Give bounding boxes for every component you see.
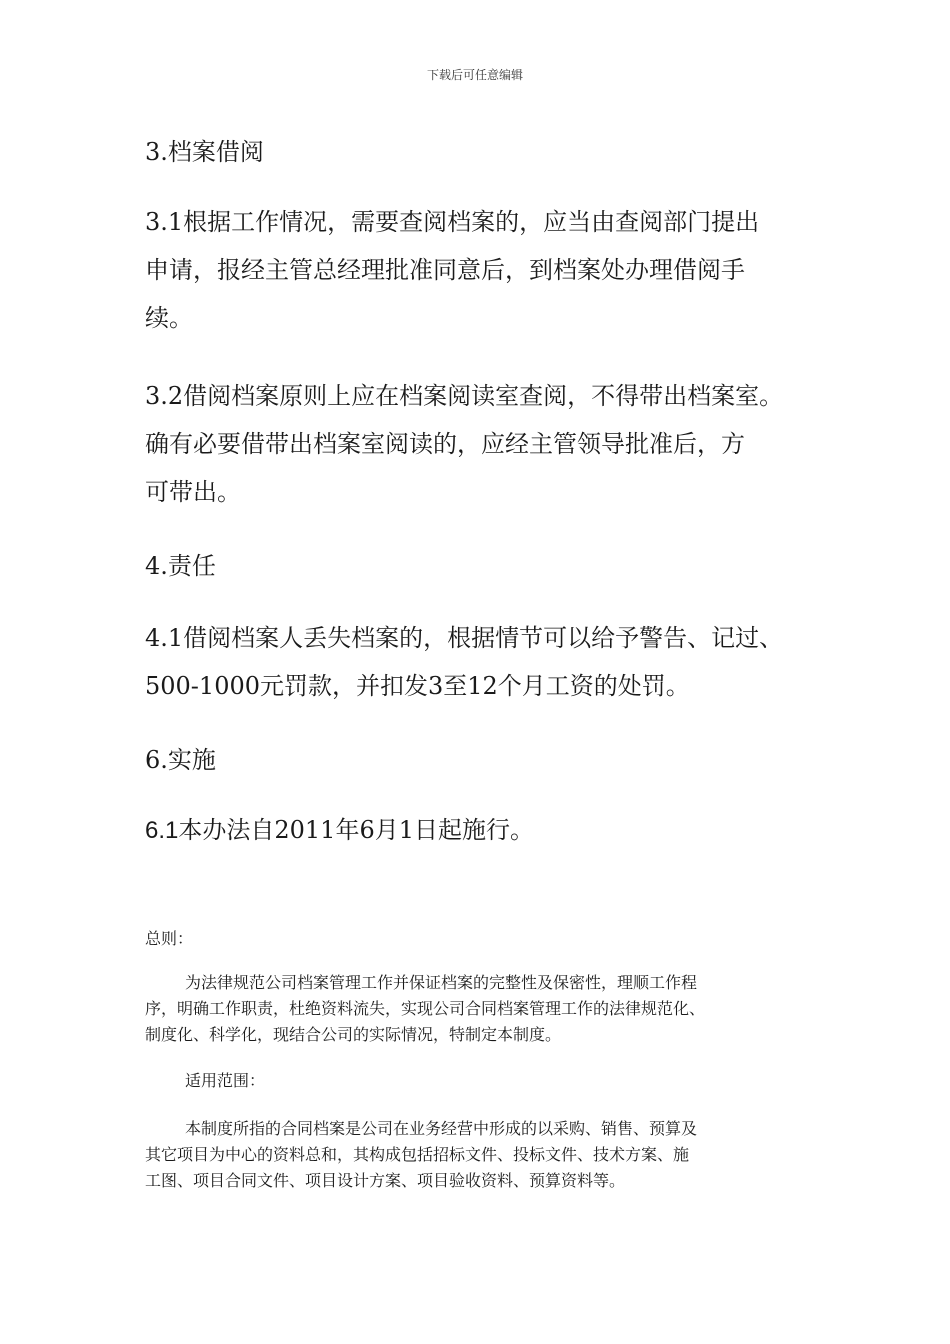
text-line: 确有必要借带出档案室阅读的，应经主管领导批准后，方: [145, 430, 745, 458]
general-paragraph: [145, 970, 815, 1048]
section-6-title: 6.实施: [145, 746, 216, 774]
scope-title-text: 适用范围：: [185, 1071, 266, 1090]
text-line: 制度化、科学化，现结合公司的实际情况，特制定本制度。: [145, 1025, 562, 1044]
section-6-1-number: 6.1: [145, 817, 179, 844]
text-line: 可带出。: [145, 478, 241, 506]
section-3-2-paragraph: [145, 372, 835, 516]
scope-title: [145, 1068, 815, 1094]
text-line: 序，明确工作职责，杜绝资料流失，实现公司合同档案管理工作的法律规范化、: [145, 999, 706, 1018]
general-title: 总则：: [145, 929, 194, 948]
section-4-1-paragraph: [145, 614, 835, 710]
section-3-title: 3.档案借阅: [145, 138, 264, 166]
text-line: 3.2借阅档案原则上应在档案阅读室查阅，不得带出档案室。: [145, 382, 784, 410]
section-6-1-paragraph: [145, 806, 835, 855]
section-4-title: 4.责任: [145, 552, 216, 580]
text-line: 本制度所指的合同档案是公司在业务经营中形成的以采购、销售、预算及: [185, 1119, 698, 1138]
page-header-note: 下载后可任意编辑: [426, 68, 523, 82]
scope-paragraph: [145, 1116, 815, 1194]
text-line: 其它项目为中心的资料总和，其构成包括招标文件、投标文件、技术方案、施: [145, 1145, 690, 1164]
text-line: 500-1000元罚款，并扣发3至12个月工资的处罚。: [145, 672, 690, 700]
text-line: 工图、项目合同文件、项目设计方案、项目验收资料、预算资料等。: [145, 1171, 626, 1190]
text-line: 续。: [145, 304, 193, 332]
text-line: 3.1根据工作情况，需要查阅档案的，应当由查阅部门提出: [145, 208, 760, 236]
text-line: 为法律规范公司档案管理工作并保证档案的完整性及保密性，理顺工作程: [185, 973, 698, 992]
text-line: 4.1借阅档案人丢失档案的，根据情节可以给予警告、记过、: [145, 624, 784, 652]
section-6-1-text: 本办法自2011年6月1日起施行。: [178, 816, 534, 844]
section-3-1-paragraph: [145, 198, 835, 342]
text-line: 申请，报经主管总经理批准同意后，到档案处办理借阅手: [145, 256, 745, 284]
